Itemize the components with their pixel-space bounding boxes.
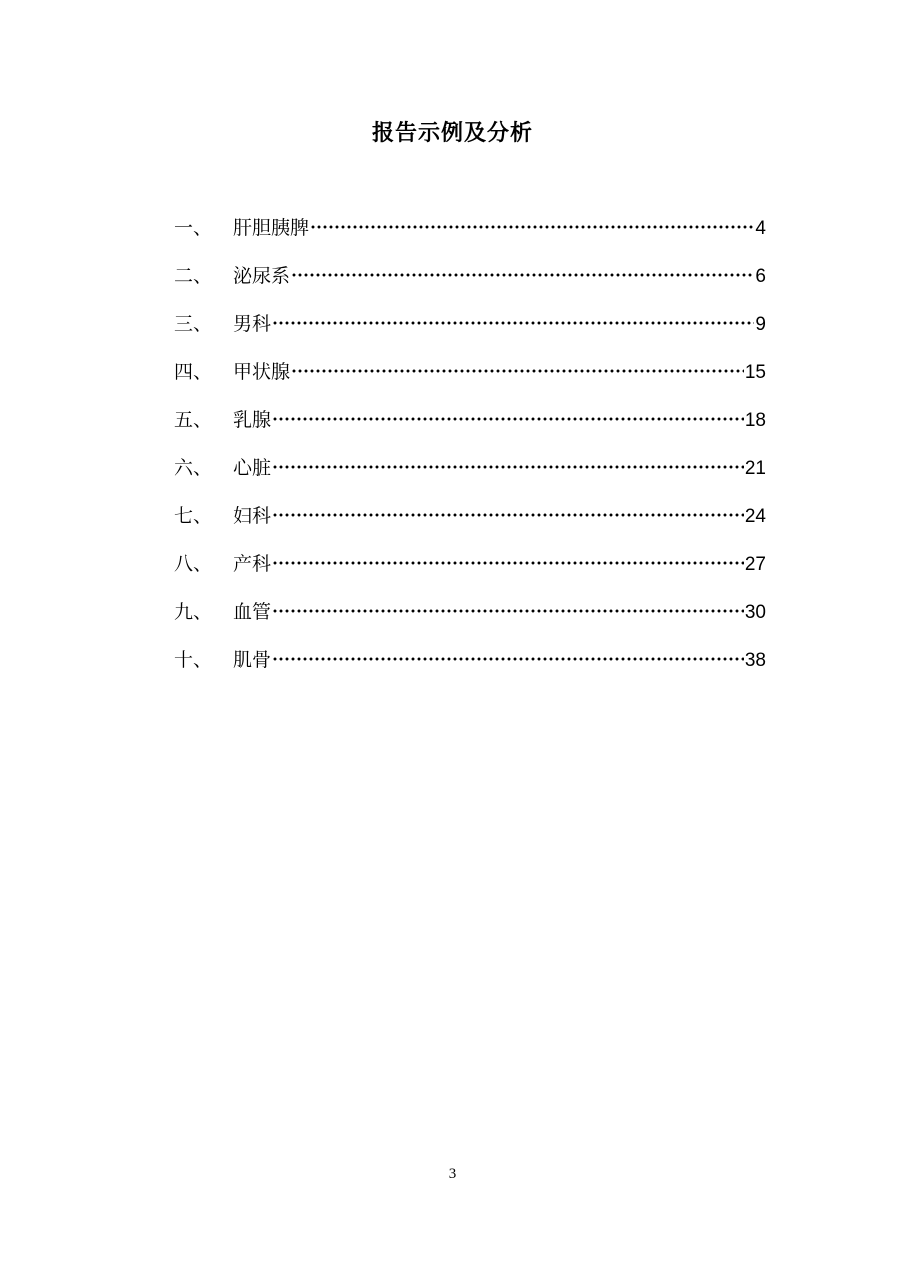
toc-entry-page: 21: [744, 458, 766, 479]
toc-entry[interactable]: [174, 596, 766, 644]
toc-entry-number: 十、: [174, 649, 213, 671]
toc-entry[interactable]: [174, 500, 766, 548]
toc-dot-leader: [291, 369, 744, 373]
toc-entry-number: 六、: [174, 457, 213, 479]
toc-entry[interactable]: [174, 308, 766, 356]
toc-entry-label: 血管: [233, 601, 272, 623]
toc-entry-number: 一、: [174, 217, 213, 239]
toc-entry-page: 6: [755, 266, 766, 287]
toc-entry-number: 九、: [174, 601, 213, 623]
toc-entry-number: 八、: [174, 553, 213, 575]
toc-entry-page: 38: [744, 650, 766, 671]
toc-entry-label: 甲状腺: [233, 361, 291, 383]
toc-dot-leader: [272, 609, 744, 613]
toc-entry-label: 肝胆胰脾: [233, 217, 310, 239]
toc-entry-number: 五、: [174, 409, 213, 431]
toc-entry[interactable]: [174, 644, 766, 692]
toc-entry-number: 七、: [174, 505, 213, 527]
page-number: 3: [448, 1166, 457, 1182]
toc-entry[interactable]: [174, 212, 766, 260]
toc-entry[interactable]: [174, 260, 766, 308]
toc-dot-leader: [310, 225, 754, 229]
toc-entry-label: 男科: [233, 313, 272, 335]
toc-entry[interactable]: [174, 404, 766, 452]
toc-entry[interactable]: [174, 548, 766, 596]
toc-entry-label: 妇科: [233, 505, 272, 527]
toc-entry-label: 肌骨: [233, 649, 272, 671]
toc-dot-leader: [291, 273, 754, 277]
toc-entry-number: 三、: [174, 313, 213, 335]
toc-entry-page: 9: [755, 314, 766, 335]
toc-dot-leader: [272, 561, 744, 565]
toc-entry-page: 30: [744, 602, 766, 623]
toc-entry-label: 泌尿系: [233, 265, 291, 287]
toc-entry-number: 四、: [174, 361, 213, 383]
toc-entry-label: 乳腺: [233, 409, 272, 431]
table-of-contents: [174, 212, 766, 692]
toc-dot-leader: [272, 465, 744, 469]
toc-entry-label: 心脏: [233, 457, 272, 479]
toc-entry-page: 15: [744, 362, 766, 383]
toc-entry-page: 27: [744, 554, 766, 575]
toc-dot-leader: [272, 417, 744, 421]
toc-entry[interactable]: [174, 356, 766, 404]
toc-entry-number: 二、: [174, 265, 213, 287]
toc-dot-leader: [272, 321, 754, 325]
page-title: 报告示例及分析: [371, 121, 533, 146]
toc-entry[interactable]: [174, 452, 766, 500]
toc-entry-label: 产科: [233, 553, 272, 575]
toc-entry-page: 18: [744, 410, 766, 431]
toc-entry-page: 4: [755, 218, 766, 239]
toc-dot-leader: [272, 657, 744, 661]
toc-dot-leader: [272, 513, 744, 517]
toc-entry-page: 24: [744, 506, 766, 527]
